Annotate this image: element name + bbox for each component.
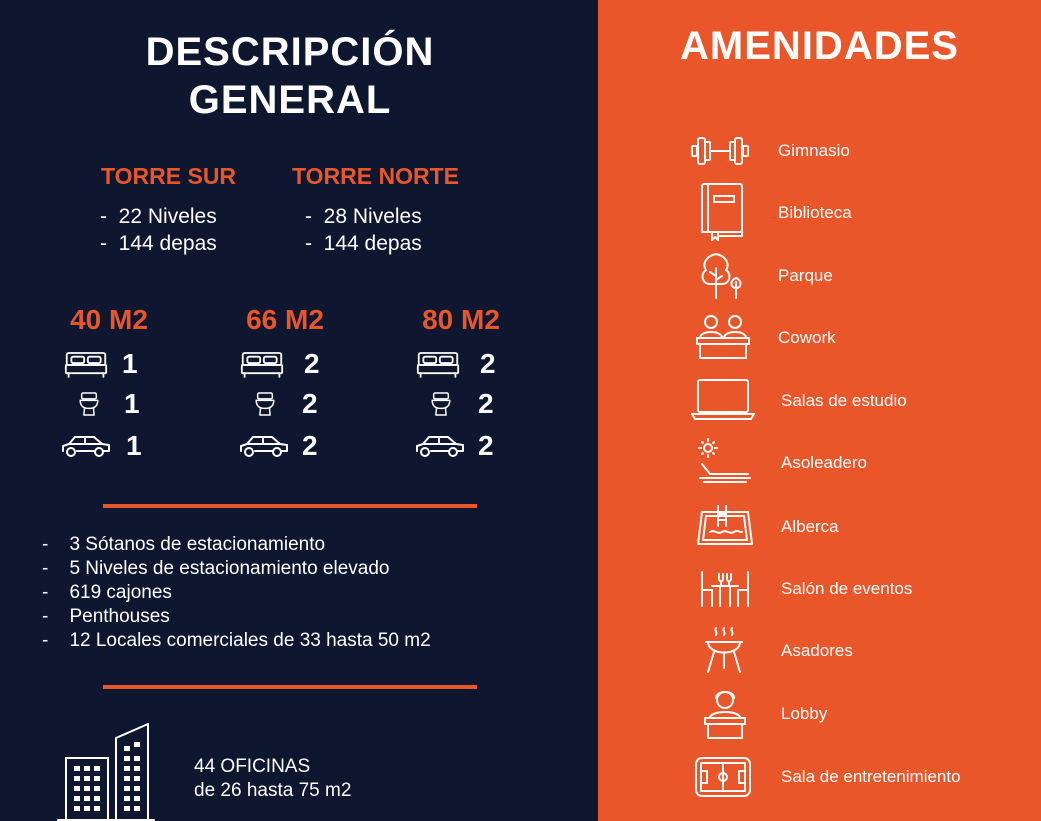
amenity-item <box>598 756 1041 798</box>
amenity-label: Alberca <box>781 517 839 536</box>
bed-icon <box>64 350 108 378</box>
bathrooms-count: 1 <box>124 388 140 419</box>
car-icon <box>238 433 290 459</box>
general-title <box>20 28 560 124</box>
bedrooms-count: 2 <box>480 348 496 379</box>
book-icon <box>698 182 746 242</box>
offices-count: 44 OFICINAS <box>194 756 311 777</box>
unit-bathrooms <box>254 388 318 420</box>
bed-icon <box>416 350 460 378</box>
torre-norte-units: - 144 depas <box>305 230 422 257</box>
unit-parking <box>60 430 142 462</box>
amenity-label: Asadores <box>781 641 853 660</box>
trees-icon <box>696 250 748 302</box>
bathrooms-count: 2 <box>302 388 318 419</box>
amenity-label: Lobby <box>781 704 828 723</box>
amenities-panel <box>598 0 1041 821</box>
laptop-icon <box>690 376 756 422</box>
amenity-item <box>598 376 1041 426</box>
bed-icon <box>240 350 284 378</box>
amenity-item <box>598 250 1041 302</box>
torre-sur-units: - 144 depas <box>100 230 217 257</box>
amenity-label: Asoleadero <box>781 453 868 472</box>
toilet-icon <box>254 389 276 419</box>
divider <box>103 504 477 508</box>
dining-table-icon <box>698 566 752 610</box>
parking-count: 2 <box>302 430 318 461</box>
amenity-item <box>598 688 1041 740</box>
amenity-label: Parque <box>778 266 833 285</box>
feature-item: - 3 Sótanos de estacionamiento <box>42 533 431 557</box>
toilet-icon <box>78 389 100 419</box>
cowork-icon <box>694 312 752 362</box>
amenity-item <box>598 182 1041 244</box>
car-icon <box>414 433 466 459</box>
torre-norte-list <box>305 203 422 257</box>
dumbbell-icon <box>688 126 752 176</box>
amenity-label: Cowork <box>778 328 836 347</box>
unit-parking <box>414 430 494 462</box>
foosball-icon <box>694 756 752 798</box>
amenity-label: Salón de eventos <box>781 579 913 598</box>
torre-norte-heading: TORRE NORTE <box>292 163 459 189</box>
torre-sur-list <box>100 203 217 257</box>
amenity-label: Biblioteca <box>778 203 852 222</box>
unit-bedrooms <box>64 348 138 380</box>
unit-bedrooms <box>240 348 320 380</box>
feature-item: - 619 cajones <box>42 581 431 605</box>
parking-count: 2 <box>478 430 494 461</box>
unit-bedrooms <box>416 348 496 380</box>
receptionist-icon <box>702 688 748 740</box>
office-building-icon <box>56 722 156 821</box>
amenity-item <box>598 438 1041 488</box>
parking-count: 1 <box>126 430 142 461</box>
feature-item: - Penthouses <box>42 605 431 629</box>
amenity-label: Salas de estudio <box>781 391 907 410</box>
unit-size-heading: 80 M2 <box>422 304 500 335</box>
amenity-item <box>598 126 1041 176</box>
feature-item: - 12 Locales comerciales de 33 hasta 50 m2 <box>42 629 431 653</box>
torre-sur-levels: - 22 Niveles <box>100 203 217 230</box>
unit-size-heading: 40 M2 <box>70 304 148 335</box>
amenity-item <box>598 502 1041 552</box>
amenities-title: AMENIDADES <box>680 24 959 68</box>
amenity-item <box>598 626 1041 676</box>
features-list <box>42 533 431 653</box>
feature-item: - 5 Niveles de estacionamiento elevado <box>42 557 431 581</box>
amenity-item <box>598 312 1041 364</box>
sun-lounger-icon <box>694 438 754 486</box>
pool-icon <box>694 502 756 548</box>
bedrooms-count: 1 <box>122 348 138 379</box>
toilet-icon <box>430 389 452 419</box>
bedrooms-count: 2 <box>304 348 320 379</box>
general-title-line2: GENERAL <box>188 78 392 122</box>
divider <box>103 685 477 689</box>
offices-size: de 26 hasta 75 m2 <box>194 780 352 801</box>
amenity-label: Sala de entretenimiento <box>781 767 961 786</box>
amenity-label: Gimnasio <box>778 141 850 160</box>
grill-icon <box>702 626 746 676</box>
bathrooms-count: 2 <box>478 388 494 419</box>
unit-size-heading: 66 M2 <box>246 304 324 335</box>
offices-info <box>194 755 351 803</box>
car-icon <box>60 433 112 459</box>
amenity-item <box>598 566 1041 612</box>
torre-sur-heading: TORRE SUR <box>101 163 237 189</box>
torre-norte-levels: - 28 Niveles <box>305 203 422 230</box>
unit-parking <box>238 430 318 462</box>
unit-bathrooms <box>78 388 140 420</box>
unit-bathrooms <box>430 388 494 420</box>
general-title-line1: DESCRIPCIÓN <box>145 30 435 74</box>
